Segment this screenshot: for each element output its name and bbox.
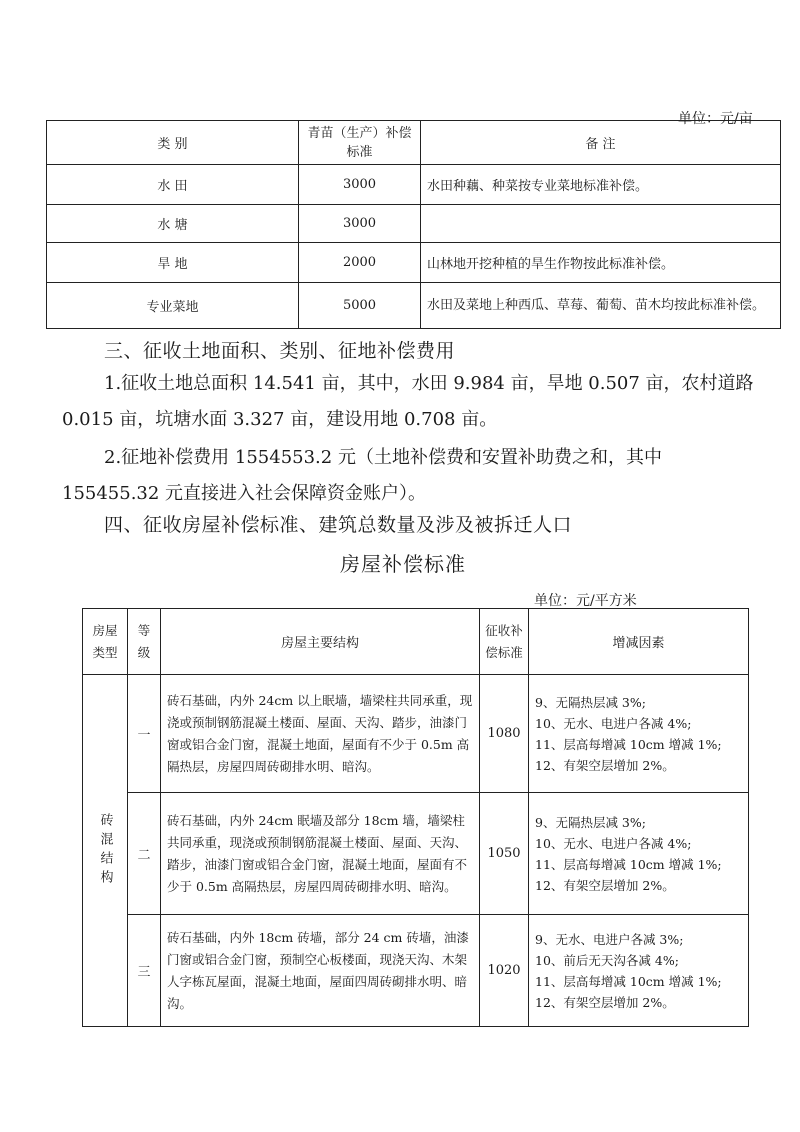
table-row (83, 915, 749, 1027)
factor-item: 10、无水、电进户各减 4%; (535, 835, 692, 851)
grade-cell: 二 (128, 793, 161, 915)
header-grade: 等级 (128, 609, 161, 675)
factor-item: 11、层高每增减 10cm 增减 1%; (535, 736, 722, 752)
standard-cell: 2000 (299, 243, 421, 283)
grade-cell: 三 (128, 915, 161, 1027)
table-row (83, 675, 749, 793)
standard-cell: 1080 (480, 675, 529, 793)
table-header-row (83, 609, 749, 675)
note-cell (421, 205, 781, 243)
table1-unit: 单位：元/亩 (678, 111, 753, 127)
header-structure: 房屋主要结构 (161, 609, 480, 675)
structure-cell: 砖石基础，内外 24cm 以上眠墙，墙梁柱共同承重，现浇或预制钢筋混凝土楼面、屋面、天沟、踏步，油漆门窗或铝合金门窗，混凝土地面，屋面有不少于 0.5m 高隔热层，房屋四周砖砌排水明、暗沟。 (161, 675, 480, 793)
factors-cell (529, 675, 749, 793)
factor-item: 9、无隔热层减 3%; (535, 814, 646, 830)
standard-cell: 3000 (299, 165, 421, 205)
factors-cell (529, 793, 749, 915)
house-compensation-table (82, 608, 749, 1027)
house-compensation-title: 房屋补偿标准 (340, 552, 466, 576)
factor-item: 9、无水、电进户各减 3%; (535, 931, 684, 947)
section3-paragraph-2: 2.征地补偿费用 1554553.2 元（土地补偿费和安置补助费之和，其中 155455.32 元直接进入社会保障资金账户）。 (62, 447, 662, 504)
factor-item: 12、有架空层增加 2%。 (535, 994, 675, 1010)
factors-cell (529, 915, 749, 1027)
standard-cell: 1050 (480, 793, 529, 915)
category-cell: 水 田 (47, 165, 299, 205)
table-row (47, 243, 781, 283)
header-compensation-standard: 征收补偿标准 (480, 609, 529, 675)
header-house-type: 房屋类型 (83, 609, 128, 675)
house-type-cell (83, 675, 128, 1027)
section4-heading: 四、征收房屋补偿标准、建筑总数量及涉及被拆迁人口 (104, 514, 573, 536)
factor-item: 12、有架空层增加 2%。 (535, 757, 675, 773)
factor-item: 12、有架空层增加 2%。 (535, 877, 675, 893)
header-standard: 青苗（生产）补偿标准 (299, 121, 421, 165)
table2-unit: 单位：元/平方米 (534, 593, 637, 609)
factor-item: 11、层高每增减 10cm 增减 1%; (535, 856, 722, 872)
note-cell: 水田及菜地上种西瓜、草莓、葡萄、苗木均按此标准补偿。 (421, 283, 781, 329)
house-type-label: 砖混结构 (97, 812, 113, 889)
factor-item: 11、层高每增减 10cm 增减 1%; (535, 973, 722, 989)
section3-paragraph-1: 1.征收土地总面积 14.541 亩，其中，水田 9.984 亩，旱地 0.507 亩，农村道路 0.015 亩，坑塘水面 3.327 亩，建设用地 0.708 亩。 (62, 373, 754, 430)
section3-heading: 三、征收土地面积、类别、征地补偿费用 (104, 340, 456, 362)
crop-compensation-table (46, 120, 781, 329)
note-cell: 山林地开挖种植的旱生作物按此标准补偿。 (421, 243, 781, 283)
table-row (83, 793, 749, 915)
structure-cell: 砖石基础，内外 18cm 砖墙，部分 24 cm 砖墙，油漆门窗或铝合金门窗，预制空心板楼面，现浇天沟、木架人字栋瓦屋面，混凝土地面，屋面四周砖砌排水明、暗沟。 (161, 915, 480, 1027)
category-cell: 水 塘 (47, 205, 299, 243)
table-header-row (47, 121, 781, 165)
standard-cell: 3000 (299, 205, 421, 243)
header-note: 备 注 (421, 121, 781, 165)
standard-cell: 1020 (480, 915, 529, 1027)
table-row (47, 205, 781, 243)
grade-cell: 一 (128, 675, 161, 793)
note-cell: 水田种藕、种菜按专业菜地标准补偿。 (421, 165, 781, 205)
header-category: 类 别 (47, 121, 299, 165)
table-row (47, 165, 781, 205)
category-cell: 专业菜地 (47, 283, 299, 329)
factor-item: 10、前后无天沟各减 4%; (535, 952, 679, 968)
factor-item: 10、无水、电进户各减 4%; (535, 715, 692, 731)
factor-item: 9、无隔热层减 3%; (535, 694, 646, 710)
table-row (47, 283, 781, 329)
structure-cell: 砖石基础，内外 24cm 眠墙及部分 18cm 墙，墙梁柱共同承重，现浇或预制钢筋混凝土楼面、屋面、天沟、踏步，油漆门窗或铝合金门窗，混凝土地面，屋面有不少于 0.5m 高隔热层，房屋四周砖砌排水明、暗沟。 (161, 793, 480, 915)
header-factors: 增减因素 (529, 609, 749, 675)
category-cell: 旱 地 (47, 243, 299, 283)
standard-cell: 5000 (299, 283, 421, 329)
